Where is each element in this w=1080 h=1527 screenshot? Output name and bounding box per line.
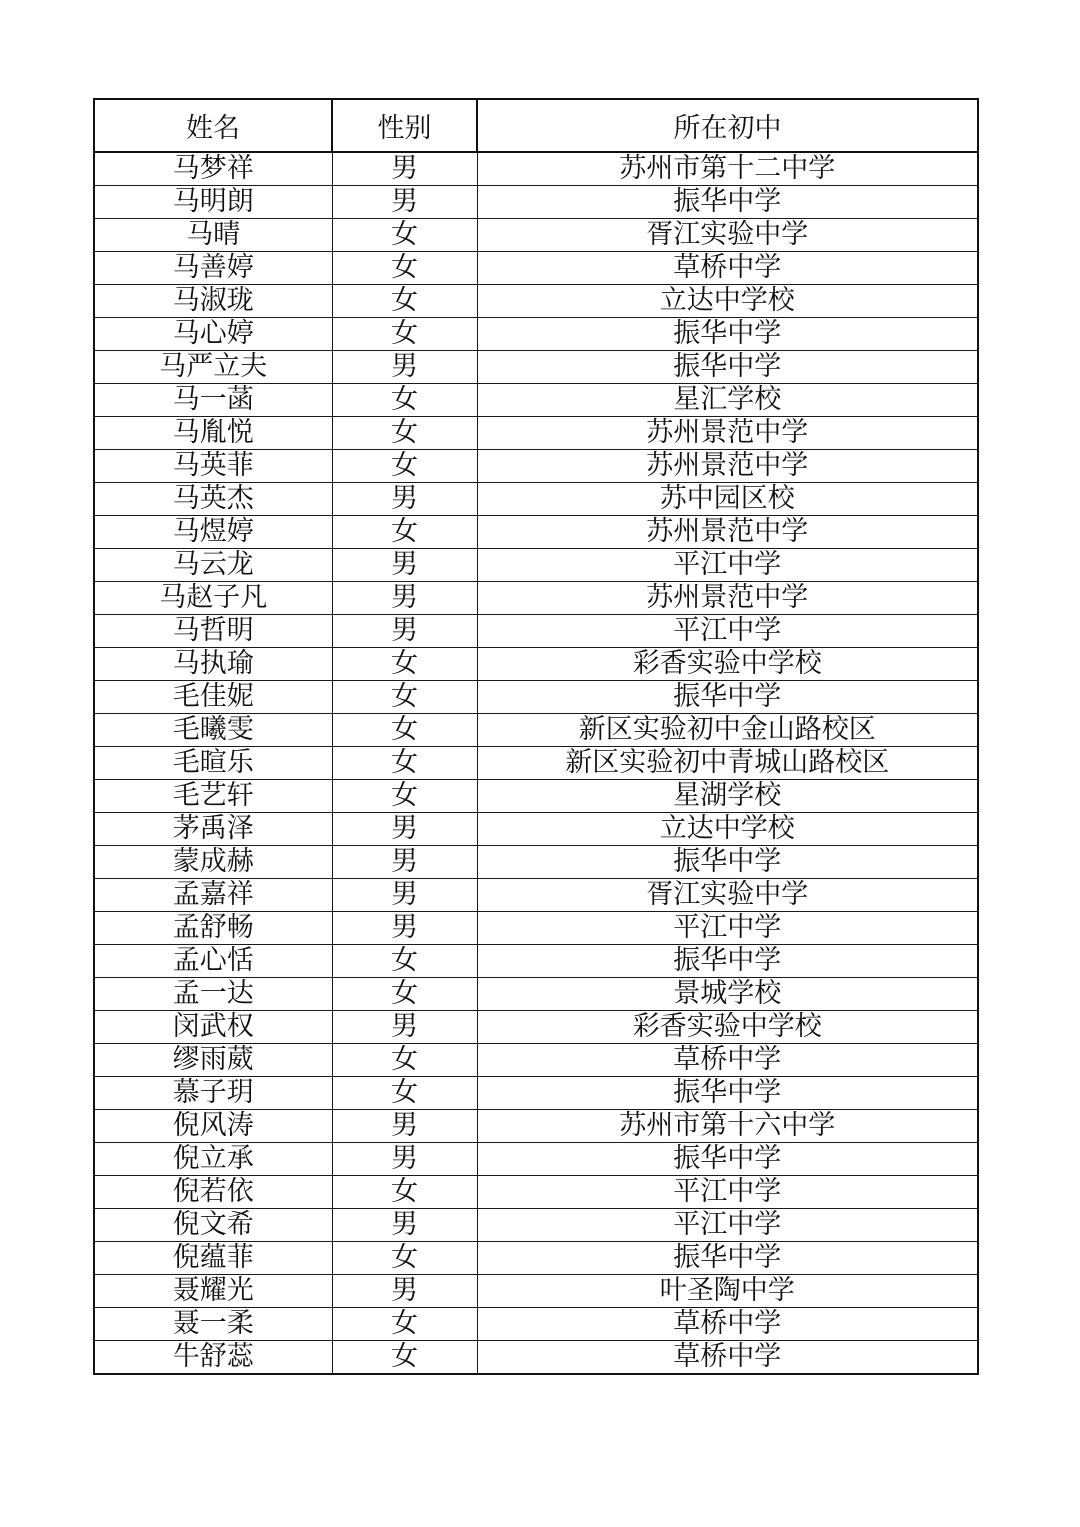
cell-gender: 男 (332, 351, 477, 384)
cell-gender: 男 (332, 813, 477, 846)
cell-name: 孟舒畅 (94, 912, 332, 945)
cell-school: 草桥中学 (477, 1044, 978, 1077)
cell-name: 毛佳妮 (94, 681, 332, 714)
cell-name: 马晴 (94, 219, 332, 252)
cell-school: 平江中学 (477, 1209, 978, 1242)
table-row (94, 351, 978, 384)
cell-gender: 女 (332, 318, 477, 351)
cell-gender: 女 (332, 252, 477, 285)
cell-gender: 女 (332, 1044, 477, 1077)
header-name: 姓名 (94, 99, 332, 152)
cell-gender: 女 (332, 714, 477, 747)
table-row (94, 1275, 978, 1308)
cell-school: 振华中学 (477, 318, 978, 351)
cell-school: 平江中学 (477, 549, 978, 582)
cell-gender: 男 (332, 1011, 477, 1044)
cell-school: 草桥中学 (477, 252, 978, 285)
table-row (94, 945, 978, 978)
cell-school: 苏州景范中学 (477, 417, 978, 450)
cell-name: 闵武权 (94, 1011, 332, 1044)
student-roster-table (93, 98, 979, 1375)
table-row (94, 747, 978, 780)
cell-gender: 男 (332, 152, 477, 186)
cell-name: 倪若依 (94, 1176, 332, 1209)
cell-gender: 女 (332, 285, 477, 318)
cell-school: 振华中学 (477, 351, 978, 384)
cell-gender: 男 (332, 1110, 477, 1143)
table-row (94, 318, 978, 351)
table-row (94, 648, 978, 681)
header-gender: 性别 (332, 99, 477, 152)
cell-gender: 女 (332, 681, 477, 714)
cell-school: 振华中学 (477, 846, 978, 879)
table-row (94, 1341, 978, 1375)
cell-name: 马心婷 (94, 318, 332, 351)
cell-gender: 男 (332, 186, 477, 219)
cell-name: 马英杰 (94, 483, 332, 516)
cell-gender: 女 (332, 1341, 477, 1375)
cell-name: 毛曦雯 (94, 714, 332, 747)
cell-name: 马煜婷 (94, 516, 332, 549)
table-row (94, 1242, 978, 1275)
cell-name: 缪雨葳 (94, 1044, 332, 1077)
cell-school: 苏州景范中学 (477, 582, 978, 615)
table-row (94, 978, 978, 1011)
cell-gender: 女 (332, 450, 477, 483)
cell-gender: 男 (332, 549, 477, 582)
cell-school: 振华中学 (477, 1077, 978, 1110)
table-header (94, 99, 978, 152)
table-row (94, 813, 978, 846)
cell-school: 苏州景范中学 (477, 450, 978, 483)
cell-school: 立达中学校 (477, 285, 978, 318)
cell-gender: 男 (332, 879, 477, 912)
cell-gender: 女 (332, 780, 477, 813)
table-row (94, 912, 978, 945)
table-row (94, 1077, 978, 1110)
cell-name: 慕子玥 (94, 1077, 332, 1110)
cell-school: 平江中学 (477, 615, 978, 648)
header-row (94, 99, 978, 152)
table-row (94, 879, 978, 912)
table-row (94, 483, 978, 516)
cell-gender: 女 (332, 219, 477, 252)
table-row (94, 1209, 978, 1242)
cell-school: 草桥中学 (477, 1308, 978, 1341)
cell-school: 苏中园区校 (477, 483, 978, 516)
cell-school: 胥江实验中学 (477, 219, 978, 252)
table-row (94, 417, 978, 450)
table-row (94, 615, 978, 648)
cell-school: 平江中学 (477, 1176, 978, 1209)
cell-name: 孟一达 (94, 978, 332, 1011)
table-row (94, 252, 978, 285)
cell-name: 茅禹泽 (94, 813, 332, 846)
cell-name: 倪文希 (94, 1209, 332, 1242)
cell-name: 孟嘉祥 (94, 879, 332, 912)
cell-school: 苏州市第十二中学 (477, 152, 978, 186)
cell-name: 马一菡 (94, 384, 332, 417)
cell-name: 倪蕴菲 (94, 1242, 332, 1275)
cell-school: 叶圣陶中学 (477, 1275, 978, 1308)
table-row (94, 186, 978, 219)
table-row (94, 1143, 978, 1176)
cell-name: 马执瑜 (94, 648, 332, 681)
table-row (94, 285, 978, 318)
table-row (94, 1308, 978, 1341)
table-row (94, 516, 978, 549)
table-row (94, 450, 978, 483)
cell-name: 牛舒蕊 (94, 1341, 332, 1375)
cell-name: 倪风涛 (94, 1110, 332, 1143)
cell-name: 蒙成赫 (94, 846, 332, 879)
cell-school: 景城学校 (477, 978, 978, 1011)
table-row (94, 582, 978, 615)
cell-name: 倪立承 (94, 1143, 332, 1176)
cell-name: 聂一柔 (94, 1308, 332, 1341)
cell-name: 马善婷 (94, 252, 332, 285)
cell-gender: 女 (332, 1308, 477, 1341)
table-row (94, 219, 978, 252)
cell-school: 苏州景范中学 (477, 516, 978, 549)
cell-gender: 女 (332, 747, 477, 780)
header-school: 所在初中 (477, 99, 978, 152)
table-row (94, 1044, 978, 1077)
table-row (94, 549, 978, 582)
cell-gender: 女 (332, 384, 477, 417)
cell-gender: 女 (332, 978, 477, 1011)
cell-gender: 女 (332, 1077, 477, 1110)
table-row (94, 1110, 978, 1143)
cell-school: 草桥中学 (477, 1341, 978, 1375)
cell-name: 马淑珑 (94, 285, 332, 318)
cell-gender: 女 (332, 1176, 477, 1209)
cell-school: 振华中学 (477, 1143, 978, 1176)
cell-school: 振华中学 (477, 1242, 978, 1275)
cell-gender: 男 (332, 615, 477, 648)
table-row (94, 681, 978, 714)
cell-name: 毛艺轩 (94, 780, 332, 813)
cell-name: 马严立夫 (94, 351, 332, 384)
cell-school: 胥江实验中学 (477, 879, 978, 912)
cell-gender: 女 (332, 648, 477, 681)
cell-name: 马英菲 (94, 450, 332, 483)
table-row (94, 846, 978, 879)
cell-school: 苏州市第十六中学 (477, 1110, 978, 1143)
cell-school: 振华中学 (477, 945, 978, 978)
table-row (94, 780, 978, 813)
cell-gender: 女 (332, 1242, 477, 1275)
cell-school: 彩香实验中学校 (477, 648, 978, 681)
cell-school: 振华中学 (477, 681, 978, 714)
cell-gender: 女 (332, 945, 477, 978)
cell-name: 马明朗 (94, 186, 332, 219)
cell-school: 新区实验初中金山路校区 (477, 714, 978, 747)
cell-name: 孟心恬 (94, 945, 332, 978)
cell-school: 振华中学 (477, 186, 978, 219)
cell-gender: 男 (332, 1209, 477, 1242)
cell-gender: 男 (332, 846, 477, 879)
cell-gender: 男 (332, 1143, 477, 1176)
cell-school: 新区实验初中青城山路校区 (477, 747, 978, 780)
table-row (94, 1011, 978, 1044)
table-row (94, 384, 978, 417)
cell-name: 马哲明 (94, 615, 332, 648)
cell-school: 平江中学 (477, 912, 978, 945)
cell-school: 星湖学校 (477, 780, 978, 813)
table-row (94, 152, 978, 186)
cell-gender: 男 (332, 1275, 477, 1308)
table-row (94, 1176, 978, 1209)
cell-name: 马梦祥 (94, 152, 332, 186)
cell-school: 彩香实验中学校 (477, 1011, 978, 1044)
cell-gender: 男 (332, 582, 477, 615)
cell-name: 马胤悦 (94, 417, 332, 450)
cell-gender: 女 (332, 417, 477, 450)
cell-school: 星汇学校 (477, 384, 978, 417)
cell-name: 马云龙 (94, 549, 332, 582)
cell-name: 聂耀光 (94, 1275, 332, 1308)
table-body (94, 152, 978, 1374)
cell-name: 马赵子凡 (94, 582, 332, 615)
cell-name: 毛暄乐 (94, 747, 332, 780)
table-row (94, 714, 978, 747)
cell-school: 立达中学校 (477, 813, 978, 846)
cell-gender: 女 (332, 516, 477, 549)
cell-gender: 男 (332, 483, 477, 516)
cell-gender: 男 (332, 912, 477, 945)
